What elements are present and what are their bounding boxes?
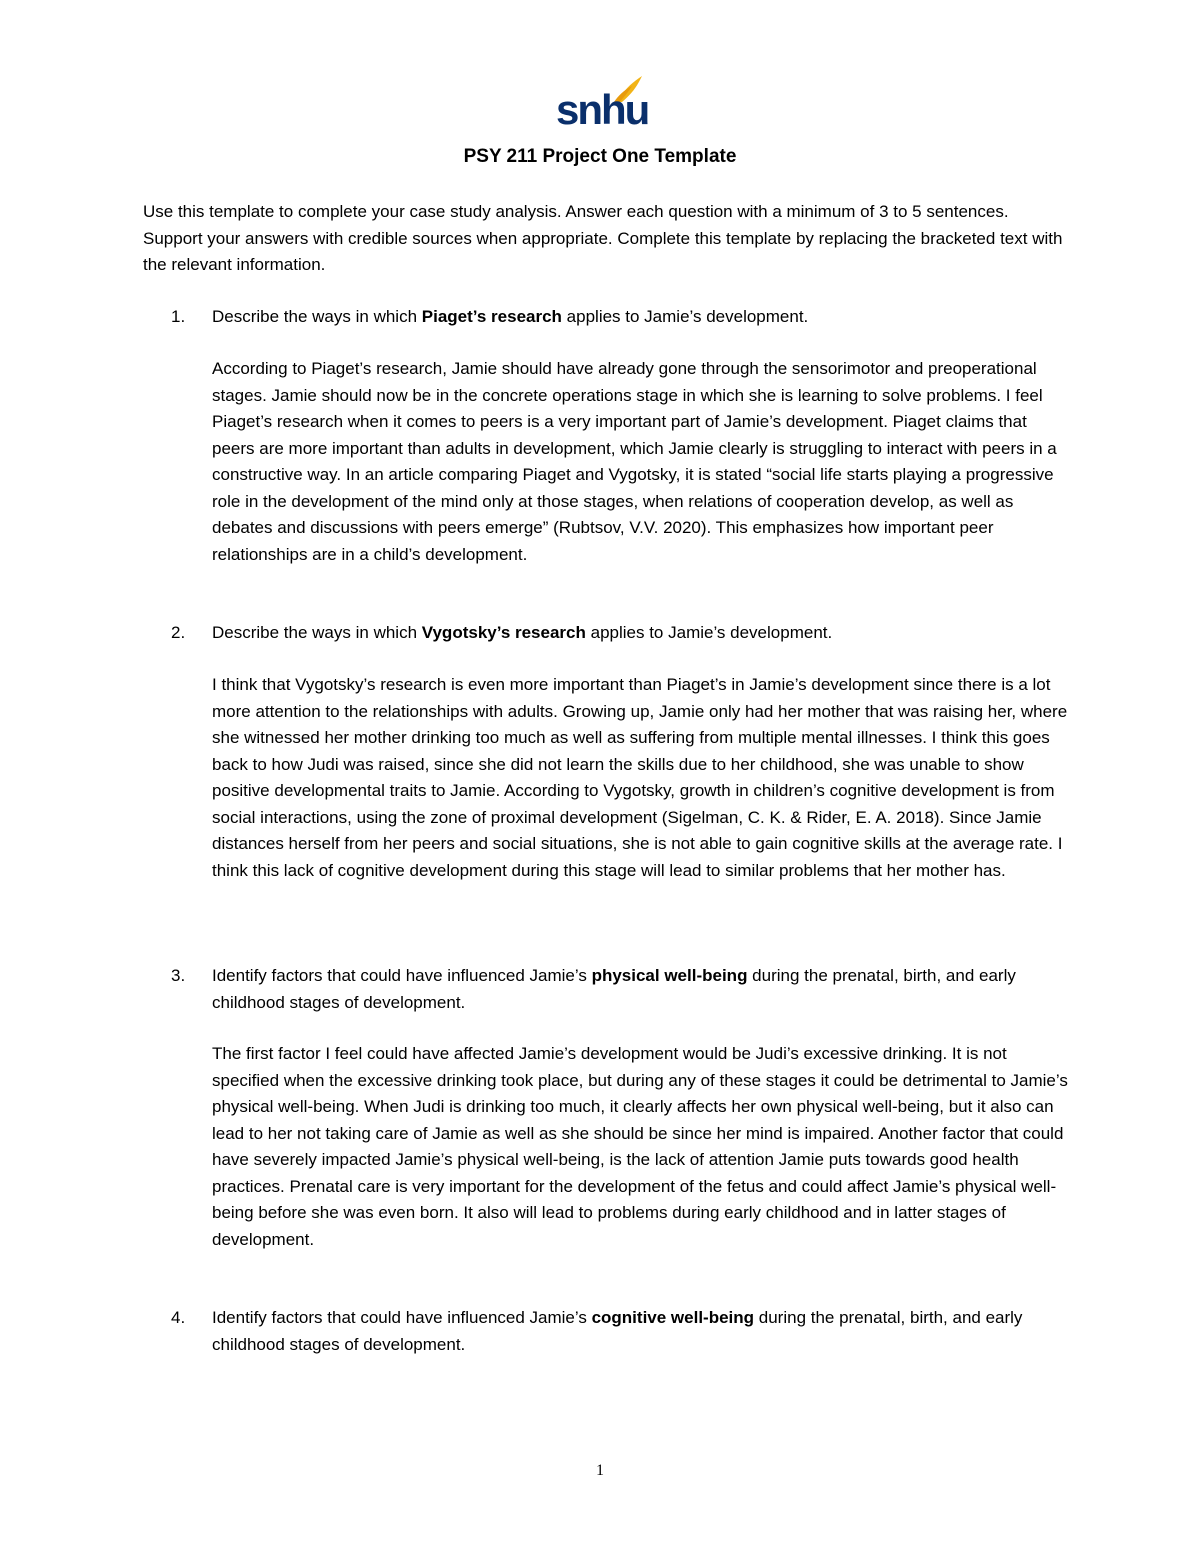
question-emphasis: Piaget’s research bbox=[421, 307, 562, 326]
question-number: 2. bbox=[171, 623, 186, 642]
question-emphasis: physical well-being bbox=[591, 966, 748, 985]
question-prompt: Identify factors that could have influenced Jamie’s cognitive well-being during the prenatal, birth, and early childhood stages of development. bbox=[212, 1308, 1023, 1354]
page-number: 1 bbox=[596, 1462, 604, 1479]
snhu-logo bbox=[556, 74, 649, 133]
question-prompt: Identify factors that could have influenced Jamie’s physical well-being during the prenatal, birth, and early childhood stages of development. bbox=[212, 966, 1016, 1012]
question-number: 3. bbox=[171, 966, 186, 985]
answer-1: According to Piaget’s research, Jamie should have already gone through the sensorimotor and preoperational stages. Jamie should now be in the concrete operations stage in which she is learning to solve problems. I feel Piaget’s research when it comes to peers is a very important part of Jamie’s development. Piaget claims that peers are more important than adults in development, which Jamie clearly is struggling to interact with peers in a constructive way. In an article comparing Piaget and Vygotsky, it is stated “social life starts playing a progressive role in the development of the mind only at those stages, when relations of cooperation develop, as well as debates and discussions with peers emerge” (Rubtsov, V.V. 2020). This emphasizes how important peer relationships are in a child’s development. bbox=[212, 359, 1057, 564]
question-prompt: Describe the ways in which Vygotsky’s research applies to Jamie’s development. bbox=[212, 623, 833, 642]
answer-3: The first factor I feel could have affected Jamie’s development would be Judi’s excessive drinking. It is not specified when the excessive drinking took place, but during any of these stages it could be detrimental to Jamie’s physical well-being. When Judi is drinking too much, it clearly affects her own physical well-being, but it also can lead to her not taking care of Jamie as well as she should be since her mind is impaired. Another factor that could have severely impacted Jamie’s physical well-being, is the lack of attention Jamie puts towards good health practices. Prenatal care is very important for the development of the fetus and could affect Jamie’s physical well-being before she was even born. It also will lead to problems during early childhood and in latter stages of development. bbox=[212, 1044, 1068, 1249]
question-number: 4. bbox=[171, 1308, 186, 1327]
question-emphasis: Vygotsky’s research bbox=[421, 623, 586, 642]
question-emphasis: cognitive well-being bbox=[591, 1308, 755, 1327]
question-number: 1. bbox=[171, 307, 186, 326]
logo-wordmark: snhu bbox=[556, 86, 649, 133]
page-title: PSY 211 Project One Template bbox=[463, 146, 737, 167]
answer-2: I think that Vygotsky’s research is even more important than Piaget’s in Jamie’s development since there is a lot more attention to the relationships with adults. Growing up, Jamie only had her mother that was raising her, where she witnessed her mother drinking too much as well as suffering from multiple mental illnesses. I think this goes back to how Judi was raised, since she did not learn the skills due to her childhood, she was unable to show positive developmental traits to Jamie. According to Vygotsky, growth in children’s cognitive development is from social interactions, using the zone of proximal development (Sigelman, C. K. & Rider, E. A. 2018). Since Jamie distances herself from her peers and social situations, she is not able to gain cognitive skills at the average rate. I think this lack of cognitive development during this stage will lead to similar problems that her mother has. bbox=[212, 675, 1068, 880]
question-prompt: Describe the ways in which Piaget’s research applies to Jamie’s development. bbox=[212, 307, 809, 326]
intro-paragraph: Use this template to complete your case study analysis. Answer each question with a minimum of 3 to 5 sentences. Support your answers with credible sources when appropriate. Complete this template by replacing the bracketed text with the relevant information. bbox=[143, 202, 1063, 274]
